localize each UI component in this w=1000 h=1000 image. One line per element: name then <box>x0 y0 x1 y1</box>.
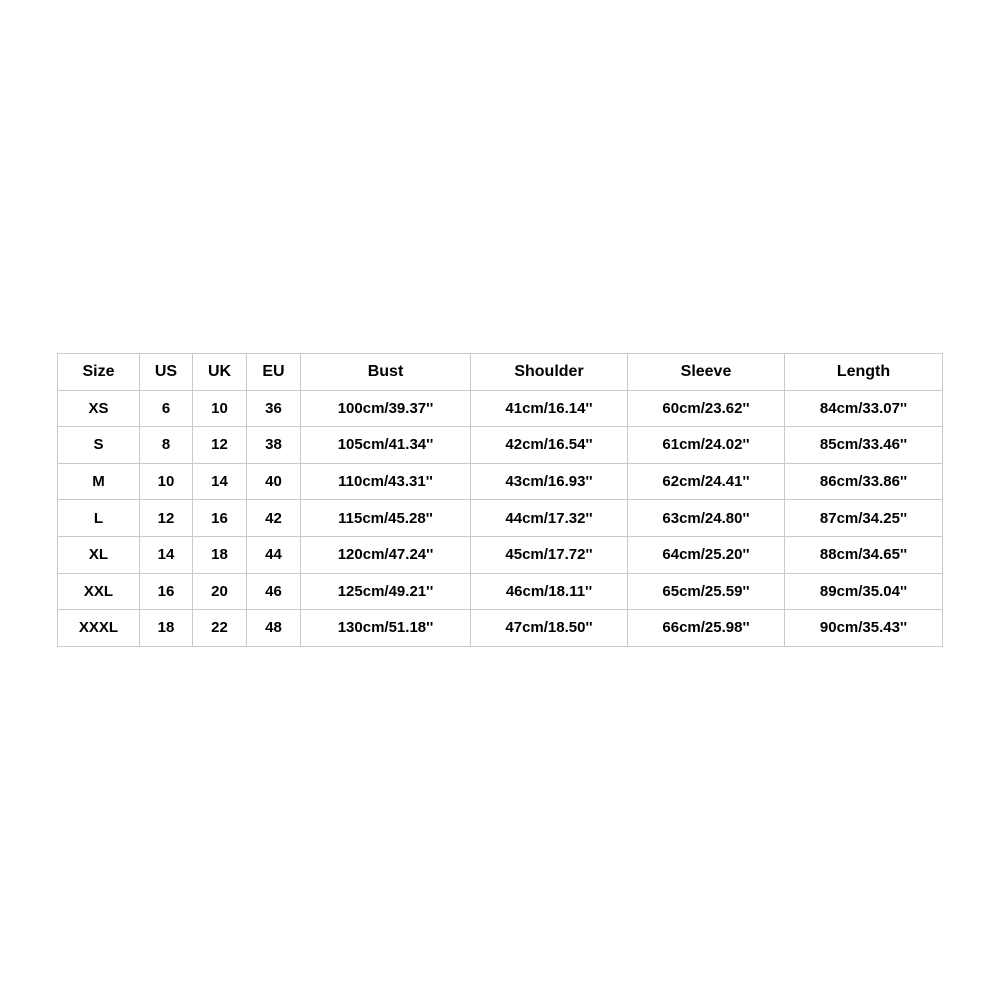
cell-size: M <box>58 463 140 500</box>
cell-bust: 115cm/45.28'' <box>301 500 471 537</box>
cell-us: 12 <box>140 500 193 537</box>
cell-us: 6 <box>140 390 193 427</box>
table-row <box>58 573 943 610</box>
cell-sleeve: 63cm/24.80'' <box>628 500 785 537</box>
cell-shoulder: 43cm/16.93'' <box>471 463 628 500</box>
cell-bust: 130cm/51.18'' <box>301 610 471 647</box>
cell-size: S <box>58 427 140 464</box>
cell-us: 10 <box>140 463 193 500</box>
header-size: Size <box>58 354 140 391</box>
cell-us: 18 <box>140 610 193 647</box>
cell-sleeve: 66cm/25.98'' <box>628 610 785 647</box>
header-us: US <box>140 354 193 391</box>
cell-size: XS <box>58 390 140 427</box>
header-uk: UK <box>193 354 247 391</box>
cell-size: XXL <box>58 573 140 610</box>
cell-sleeve: 65cm/25.59'' <box>628 573 785 610</box>
table-row <box>58 610 943 647</box>
cell-eu: 48 <box>247 610 301 647</box>
header-eu: EU <box>247 354 301 391</box>
cell-uk: 10 <box>193 390 247 427</box>
cell-sleeve: 61cm/24.02'' <box>628 427 785 464</box>
header-shoulder: Shoulder <box>471 354 628 391</box>
cell-size: L <box>58 500 140 537</box>
cell-size: XL <box>58 536 140 573</box>
cell-bust: 110cm/43.31'' <box>301 463 471 500</box>
cell-uk: 14 <box>193 463 247 500</box>
cell-length: 87cm/34.25'' <box>785 500 943 537</box>
cell-length: 90cm/35.43'' <box>785 610 943 647</box>
cell-us: 8 <box>140 427 193 464</box>
cell-sleeve: 62cm/24.41'' <box>628 463 785 500</box>
cell-sleeve: 60cm/23.62'' <box>628 390 785 427</box>
cell-us: 16 <box>140 573 193 610</box>
cell-uk: 20 <box>193 573 247 610</box>
size-chart-table <box>57 353 943 647</box>
cell-shoulder: 46cm/18.11'' <box>471 573 628 610</box>
cell-uk: 12 <box>193 427 247 464</box>
table-row <box>58 463 943 500</box>
table-row <box>58 427 943 464</box>
cell-length: 88cm/34.65'' <box>785 536 943 573</box>
table-row <box>58 390 943 427</box>
table-row <box>58 500 943 537</box>
cell-us: 14 <box>140 536 193 573</box>
cell-shoulder: 42cm/16.54'' <box>471 427 628 464</box>
header-length: Length <box>785 354 943 391</box>
cell-uk: 22 <box>193 610 247 647</box>
cell-size: XXXL <box>58 610 140 647</box>
cell-shoulder: 44cm/17.32'' <box>471 500 628 537</box>
cell-length: 89cm/35.04'' <box>785 573 943 610</box>
cell-bust: 100cm/39.37'' <box>301 390 471 427</box>
cell-eu: 42 <box>247 500 301 537</box>
cell-bust: 125cm/49.21'' <box>301 573 471 610</box>
header-sleeve: Sleeve <box>628 354 785 391</box>
cell-sleeve: 64cm/25.20'' <box>628 536 785 573</box>
header-bust: Bust <box>301 354 471 391</box>
cell-bust: 105cm/41.34'' <box>301 427 471 464</box>
cell-eu: 44 <box>247 536 301 573</box>
cell-shoulder: 41cm/16.14'' <box>471 390 628 427</box>
cell-shoulder: 45cm/17.72'' <box>471 536 628 573</box>
cell-length: 86cm/33.86'' <box>785 463 943 500</box>
cell-uk: 18 <box>193 536 247 573</box>
cell-eu: 36 <box>247 390 301 427</box>
cell-eu: 38 <box>247 427 301 464</box>
table-row <box>58 536 943 573</box>
cell-eu: 40 <box>247 463 301 500</box>
header-row <box>58 354 943 391</box>
cell-uk: 16 <box>193 500 247 537</box>
cell-eu: 46 <box>247 573 301 610</box>
cell-length: 84cm/33.07'' <box>785 390 943 427</box>
cell-length: 85cm/33.46'' <box>785 427 943 464</box>
cell-shoulder: 47cm/18.50'' <box>471 610 628 647</box>
cell-bust: 120cm/47.24'' <box>301 536 471 573</box>
